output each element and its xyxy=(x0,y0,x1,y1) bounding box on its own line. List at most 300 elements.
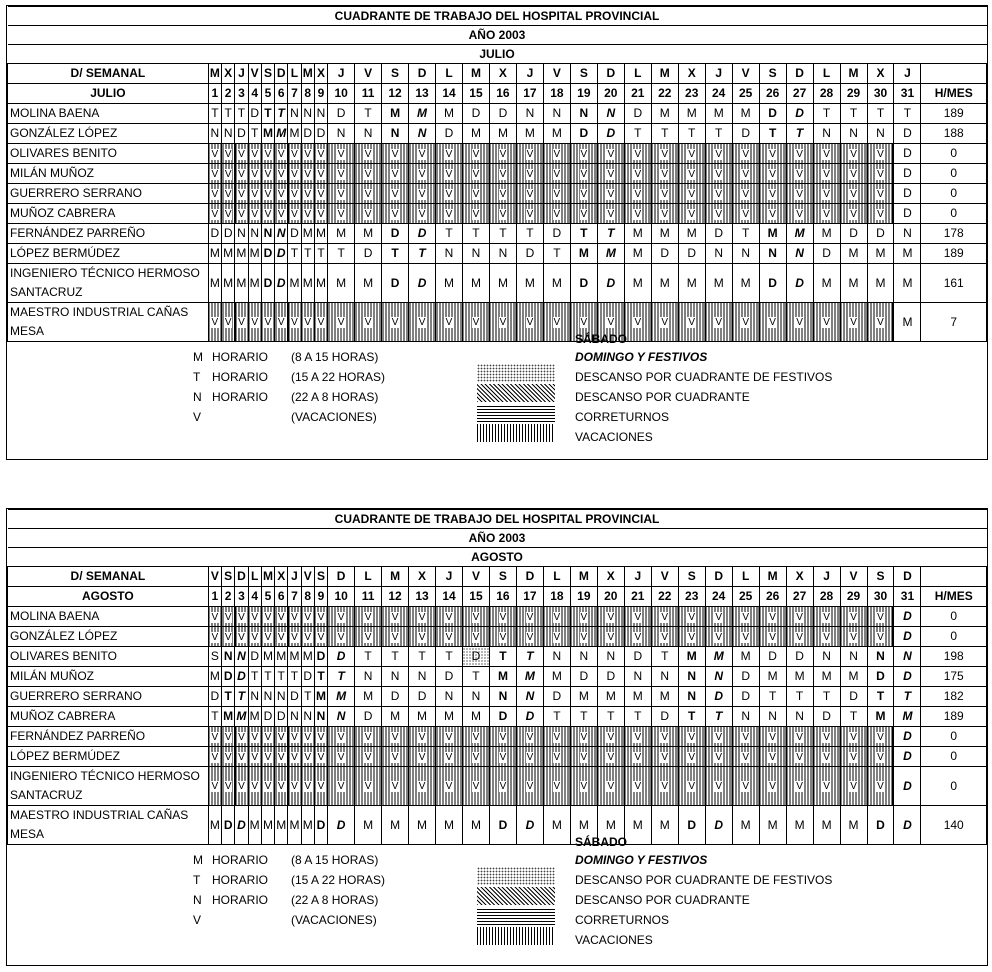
weekday-cell: V xyxy=(208,567,221,587)
shift-cell xyxy=(235,164,248,184)
vacation-mark: V xyxy=(715,781,723,792)
legend-swatch-icon xyxy=(477,424,555,442)
vacation-mark: V xyxy=(526,208,534,220)
monthly-hours: 0 xyxy=(921,607,987,627)
shift-cell xyxy=(705,747,732,767)
vacation-mark: V xyxy=(337,188,345,200)
shift-cell: D xyxy=(235,667,248,687)
shift-cell: D xyxy=(786,104,813,124)
shift-cell xyxy=(382,607,409,627)
vacation-mark: V xyxy=(499,168,507,180)
shift-cell: M xyxy=(813,667,840,687)
vacation-mark: V xyxy=(251,188,259,200)
vacation-mark: V xyxy=(445,317,453,328)
monthly-hours: 189 xyxy=(921,104,987,124)
vacation-mark: V xyxy=(418,611,426,623)
table-row xyxy=(8,607,987,627)
shift-cell: D xyxy=(222,667,235,687)
shift-cell xyxy=(462,144,489,164)
vacation-mark: V xyxy=(850,751,857,763)
shift-cell: T xyxy=(275,104,288,124)
vacation-mark: V xyxy=(823,751,830,763)
shift-cell: M xyxy=(288,124,301,144)
shift-cell: M xyxy=(261,647,274,667)
shift-cell: D xyxy=(624,104,651,124)
monthly-hours: 188 xyxy=(921,124,987,144)
vacation-mark: V xyxy=(553,731,561,743)
shift-cell: N xyxy=(597,104,624,124)
shift-cell: D xyxy=(840,224,867,244)
vacation-mark: V xyxy=(304,631,312,643)
shift-cell xyxy=(705,727,732,747)
shift-cell xyxy=(813,767,840,806)
shift-cell xyxy=(409,303,436,342)
vacation-mark: V xyxy=(526,168,534,180)
shift-cell xyxy=(314,164,327,184)
shift-cell xyxy=(235,627,248,647)
shift-cell: D xyxy=(894,667,921,687)
vacation-mark: V xyxy=(823,148,830,160)
weekday-cell: L xyxy=(288,64,301,84)
vacation-mark: V xyxy=(472,731,480,743)
shift-cell: M xyxy=(597,806,624,845)
shift-cell: M xyxy=(894,264,921,303)
shift-cell: N xyxy=(516,687,543,707)
shift-cell xyxy=(409,164,436,184)
shift-cell: M xyxy=(489,124,516,144)
weekday-cell: V xyxy=(543,64,570,84)
shift-cell xyxy=(759,164,786,184)
shift-cell: M xyxy=(759,667,786,687)
vacation-mark: V xyxy=(526,188,534,200)
shift-cell xyxy=(328,303,355,342)
shift-cell xyxy=(222,164,235,184)
legend-festivos: DESCANSO POR CUADRANTE DE FESTIVOS xyxy=(575,370,833,384)
shift-cell: M xyxy=(248,806,261,845)
vacation-mark: V xyxy=(688,781,696,792)
shift-cell xyxy=(786,607,813,627)
shift-cell: M xyxy=(840,667,867,687)
shift-cell xyxy=(840,747,867,767)
shift-cell xyxy=(222,303,235,342)
shift-cell xyxy=(786,747,813,767)
shift-cell xyxy=(489,204,516,224)
shift-cell xyxy=(624,627,651,647)
vacation-mark: V xyxy=(224,208,232,220)
shift-cell xyxy=(409,607,436,627)
vacation-mark: V xyxy=(688,208,696,220)
legend-code: M xyxy=(193,853,203,867)
vacation-mark: V xyxy=(277,168,285,180)
vacation-mark: V xyxy=(661,168,669,180)
schedule-title: CUADRANTE DE TRABAJO DEL HOSPITAL PROVINCIAL xyxy=(8,510,987,529)
legend-desc: (15 A 22 HORAS) xyxy=(291,370,386,384)
day-number-cell: 20 xyxy=(597,587,624,607)
shift-cell xyxy=(678,727,705,747)
shift-cell xyxy=(355,607,382,627)
shift-cell: N xyxy=(328,124,355,144)
shift-cell xyxy=(516,303,543,342)
shift-cell xyxy=(301,164,314,184)
shift-cell: M xyxy=(543,124,570,144)
monthly-hours: 189 xyxy=(921,707,987,727)
vacation-mark: V xyxy=(224,731,232,743)
shift-cell: D xyxy=(382,687,409,707)
shift-cell xyxy=(248,767,261,806)
shift-cell: D xyxy=(678,244,705,264)
weekday-cell: V xyxy=(840,567,867,587)
shift-cell xyxy=(840,303,867,342)
shift-cell xyxy=(314,747,327,767)
shift-cell: D xyxy=(301,124,314,144)
employee-name: INGENIERO TÉCNICO HERMOSO SANTACRUZ xyxy=(8,767,209,806)
shift-cell: D xyxy=(248,104,261,124)
shift-cell xyxy=(382,164,409,184)
shift-cell xyxy=(248,144,261,164)
shift-cell: M xyxy=(840,806,867,845)
vacation-mark: V xyxy=(277,317,285,328)
shift-cell xyxy=(409,767,436,806)
vacation-mark: V xyxy=(211,751,219,763)
shift-cell: S xyxy=(208,647,221,667)
legend-swatch-icon xyxy=(477,927,555,945)
shift-cell: M xyxy=(894,244,921,264)
shift-cell xyxy=(624,747,651,767)
shift-cell: D xyxy=(786,264,813,303)
shift-cell xyxy=(624,164,651,184)
shift-cell xyxy=(235,184,248,204)
shift-cell: T xyxy=(222,687,235,707)
shift-cell: D xyxy=(813,707,840,727)
shift-cell xyxy=(759,627,786,647)
vacation-mark: V xyxy=(337,611,345,623)
vacation-mark: V xyxy=(304,611,312,623)
vacation-mark: V xyxy=(850,317,857,328)
shift-cell: M xyxy=(867,244,894,264)
shift-cell xyxy=(261,303,274,342)
shift-cell: D xyxy=(894,124,921,144)
shift-cell: T xyxy=(624,124,651,144)
shift-cell xyxy=(516,767,543,806)
shift-cell xyxy=(840,607,867,627)
vacation-mark: V xyxy=(211,168,219,180)
shift-cell xyxy=(301,303,314,342)
shift-cell xyxy=(867,144,894,164)
day-number-cell: 19 xyxy=(570,84,597,104)
shift-cell: D xyxy=(248,647,261,667)
shift-cell: D xyxy=(328,104,355,124)
shift-cell xyxy=(570,747,597,767)
shift-cell: N xyxy=(301,104,314,124)
shift-cell: M xyxy=(489,264,516,303)
shift-cell: T xyxy=(570,224,597,244)
day-number-cell: 23 xyxy=(678,84,705,104)
shift-cell: D xyxy=(867,806,894,845)
vacation-mark: V xyxy=(418,168,426,180)
shift-cell: T xyxy=(328,667,355,687)
shift-cell: M xyxy=(840,264,867,303)
weekday-cell: L xyxy=(436,64,463,84)
table-row xyxy=(8,707,987,727)
shift-cell: D xyxy=(516,806,543,845)
vacation-mark: V xyxy=(823,631,830,643)
shift-cell xyxy=(624,204,651,224)
vacation-mark: V xyxy=(445,781,453,792)
shift-cell: T xyxy=(462,224,489,244)
shift-cell xyxy=(543,767,570,806)
weekday-cell: V xyxy=(248,64,261,84)
shift-cell: N xyxy=(261,687,274,707)
shift-cell: M xyxy=(786,806,813,845)
vacation-mark: V xyxy=(823,317,830,328)
vacation-mark: V xyxy=(580,611,588,623)
vacation-mark: V xyxy=(877,148,884,160)
shift-cell xyxy=(248,164,261,184)
vacation-mark: V xyxy=(418,148,426,160)
shift-cell: N xyxy=(651,667,678,687)
shift-cell xyxy=(275,144,288,164)
weekday-cell: S xyxy=(382,64,409,84)
vacation-mark: V xyxy=(364,751,372,763)
shift-cell: N xyxy=(840,647,867,667)
shift-cell: D xyxy=(894,747,921,767)
shift-cell: N xyxy=(894,224,921,244)
shift-cell xyxy=(355,627,382,647)
employee-name: GONZÁLEZ LÓPEZ xyxy=(8,124,209,144)
vacation-mark: V xyxy=(607,188,615,200)
shift-cell: N xyxy=(570,647,597,667)
shift-cell: M xyxy=(248,264,261,303)
shift-cell: M xyxy=(624,687,651,707)
vacation-mark: V xyxy=(472,208,480,220)
shift-cell: M xyxy=(462,707,489,727)
shift-cell xyxy=(489,607,516,627)
shift-cell: D xyxy=(543,224,570,244)
shift-cell: T xyxy=(436,224,463,244)
vacation-mark: V xyxy=(742,208,749,220)
vacation-mark: V xyxy=(742,611,749,623)
monthly-hours: 161 xyxy=(921,264,987,303)
vacation-mark: V xyxy=(224,148,232,160)
monthly-hours: 0 xyxy=(921,184,987,204)
shift-cell xyxy=(705,607,732,627)
vacation-mark: V xyxy=(264,631,272,643)
vacation-mark: V xyxy=(445,631,453,643)
shift-cell xyxy=(651,627,678,647)
shift-cell xyxy=(840,727,867,747)
vacation-mark: V xyxy=(224,168,232,180)
vacation-mark: V xyxy=(526,751,534,763)
vacation-mark: V xyxy=(391,188,399,200)
day-number-cell: 6 xyxy=(275,84,288,104)
shift-cell: N xyxy=(314,707,327,727)
weekday-cell: D xyxy=(409,64,436,84)
vacation-mark: V xyxy=(211,631,219,643)
shift-cell: M xyxy=(235,244,248,264)
shift-cell: T xyxy=(543,244,570,264)
shift-cell: T xyxy=(813,104,840,124)
shift-cell: T xyxy=(382,244,409,264)
shift-cell xyxy=(624,303,651,342)
shift-cell: M xyxy=(624,806,651,845)
shift-cell xyxy=(208,204,221,224)
weekday-cell: M xyxy=(462,64,489,84)
vacation-mark: V xyxy=(291,148,298,160)
vacation-mark: V xyxy=(418,731,426,743)
monthly-hours: 0 xyxy=(921,767,987,806)
shift-cell xyxy=(570,607,597,627)
shift-cell xyxy=(328,164,355,184)
shift-cell xyxy=(248,184,261,204)
vacation-mark: V xyxy=(391,731,399,743)
vacation-mark: V xyxy=(391,631,399,643)
shift-cell: N xyxy=(570,104,597,124)
vacation-mark: V xyxy=(796,168,803,180)
shift-cell: N xyxy=(382,667,409,687)
vacation-mark: V xyxy=(796,751,803,763)
shift-cell: T xyxy=(759,124,786,144)
vacation-mark: V xyxy=(472,781,480,792)
day-number-cell: 22 xyxy=(651,587,678,607)
shift-cell: D xyxy=(894,184,921,204)
vacation-mark: V xyxy=(472,611,480,623)
shift-cell xyxy=(328,747,355,767)
shift-cell xyxy=(436,184,463,204)
weekday-header-label: D/ SEMANAL xyxy=(8,567,209,587)
legend-descanso: DESCANSO POR CUADRANTE xyxy=(575,390,750,404)
monthly-hours: 189 xyxy=(921,244,987,264)
vacation-mark: V xyxy=(607,317,615,328)
shift-cell: M xyxy=(543,264,570,303)
shift-cell xyxy=(382,727,409,747)
shift-cell: N xyxy=(462,687,489,707)
shift-cell: D xyxy=(705,687,732,707)
shift-cell xyxy=(275,204,288,224)
shift-cell xyxy=(462,727,489,747)
shift-cell: D xyxy=(867,224,894,244)
shift-cell: M xyxy=(867,264,894,303)
legend-code: N xyxy=(193,893,202,907)
shift-cell: N xyxy=(732,707,759,727)
shift-cell: M xyxy=(355,264,382,303)
shift-cell xyxy=(261,607,274,627)
shift-cell: N xyxy=(489,687,516,707)
shift-cell xyxy=(288,727,301,747)
shift-cell: N xyxy=(409,667,436,687)
shift-cell xyxy=(867,767,894,806)
vacation-mark: V xyxy=(742,781,749,792)
vacation-mark: V xyxy=(364,148,372,160)
shift-cell: D xyxy=(288,687,301,707)
shift-cell xyxy=(759,144,786,164)
vacation-mark: V xyxy=(769,188,776,200)
shift-cell: D xyxy=(651,707,678,727)
shift-cell xyxy=(314,607,327,627)
month-label: AGOSTO xyxy=(8,587,209,607)
shift-cell xyxy=(732,204,759,224)
vacation-mark: V xyxy=(317,611,325,623)
shift-cell: N xyxy=(705,667,732,687)
day-number-cell: 18 xyxy=(543,84,570,104)
shift-cell xyxy=(436,767,463,806)
shift-cell xyxy=(222,727,235,747)
shift-cell: T xyxy=(208,707,221,727)
shift-cell: T xyxy=(759,687,786,707)
shift-cell: N xyxy=(759,707,786,727)
shift-cell xyxy=(275,164,288,184)
shift-cell xyxy=(355,184,382,204)
shift-cell: D xyxy=(597,667,624,687)
vacation-mark: V xyxy=(769,317,776,328)
vacation-mark: V xyxy=(211,148,219,160)
employee-name: MOLINA BAENA xyxy=(8,104,209,124)
shift-cell: M xyxy=(759,224,786,244)
vacation-mark: V xyxy=(580,188,588,200)
legend-label: HORARIO xyxy=(212,873,269,887)
vacation-mark: V xyxy=(715,751,723,763)
shift-cell: M xyxy=(543,806,570,845)
day-number-cell: 15 xyxy=(462,84,489,104)
table-row xyxy=(8,264,987,303)
weekday-cell: M xyxy=(301,64,314,84)
shift-cell xyxy=(462,184,489,204)
shift-cell: D xyxy=(314,647,327,667)
shift-cell xyxy=(651,164,678,184)
shift-cell xyxy=(261,184,274,204)
monthly-hours: 0 xyxy=(921,164,987,184)
shift-cell: N xyxy=(894,647,921,667)
vacation-mark: V xyxy=(823,611,830,623)
vacation-mark: V xyxy=(337,168,345,180)
vacation-mark: V xyxy=(850,168,857,180)
shift-cell: M xyxy=(222,244,235,264)
vacation-mark: V xyxy=(224,188,232,200)
shift-cell: D xyxy=(705,224,732,244)
legend-sabado: SÁBADO xyxy=(575,835,628,849)
weekday-cell: J xyxy=(813,567,840,587)
shift-cell: T xyxy=(409,647,436,667)
shift-cell xyxy=(651,607,678,627)
weekday-cell: S xyxy=(489,567,516,587)
legend-desc: (22 A 8 HORAS) xyxy=(291,390,379,404)
shift-cell: D xyxy=(222,806,235,845)
shift-cell xyxy=(570,727,597,747)
shift-cell xyxy=(462,204,489,224)
legend-descanso: DESCANSO POR CUADRANTE xyxy=(575,893,750,907)
shift-cell xyxy=(597,164,624,184)
shift-cell xyxy=(732,184,759,204)
day-number-cell: 28 xyxy=(813,587,840,607)
vacation-mark: V xyxy=(391,611,399,623)
shift-cell: M xyxy=(705,647,732,667)
legend-correturnos: CORRETURNOS xyxy=(575,410,670,424)
shift-cell xyxy=(462,607,489,627)
shift-cell: N xyxy=(624,667,651,687)
vacation-mark: V xyxy=(850,731,857,743)
vacation-mark: V xyxy=(499,631,507,643)
vacation-mark: V xyxy=(769,731,776,743)
shift-cell: D xyxy=(275,264,288,303)
shift-cell xyxy=(732,727,759,747)
shift-cell: N xyxy=(705,244,732,264)
vacation-mark: V xyxy=(264,317,272,328)
shift-cell: T xyxy=(651,124,678,144)
shift-cell: M xyxy=(570,244,597,264)
shift-cell xyxy=(248,303,261,342)
day-number-cell: 1 xyxy=(208,587,221,607)
weekday-cell: D xyxy=(275,64,288,84)
shift-cell: D xyxy=(355,244,382,264)
